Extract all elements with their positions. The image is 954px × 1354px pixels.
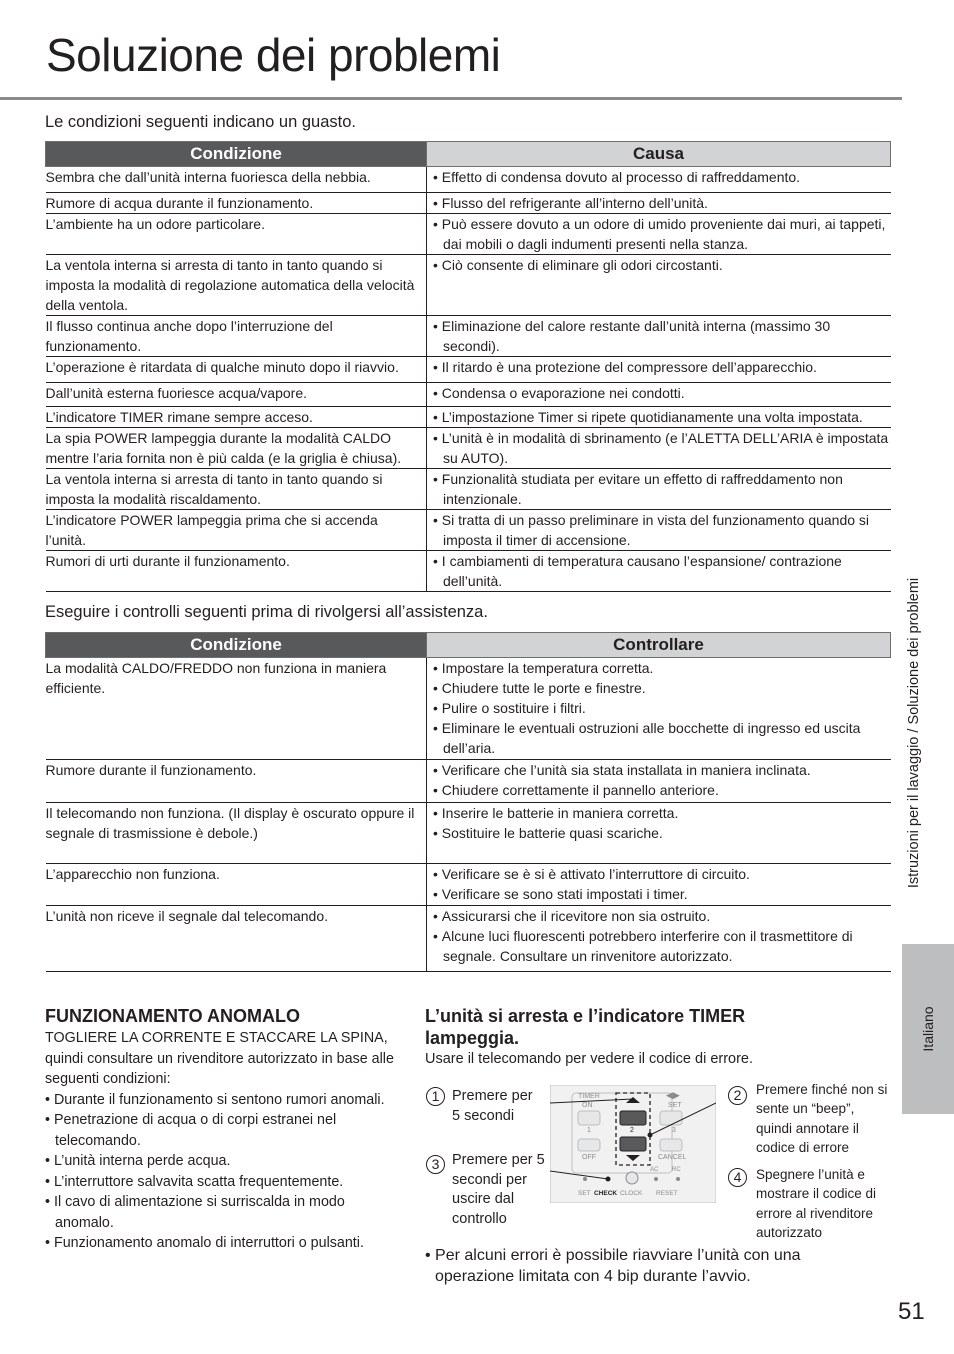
cause-item: • L’impostazione Timer si ripete quotidianamente una volta impostata. xyxy=(433,407,889,427)
abnormal-operation-section xyxy=(45,1004,405,1254)
cause-item: • Il ritardo è una protezione del compressore dell’apparecchio. xyxy=(433,357,889,377)
section2-intro: Eseguire i controlli seguenti prima di rivolgersi all’assistenza. xyxy=(45,603,488,621)
cause-item: • Si tratta di un passo preliminare in vista del funzionamento quando si imposta il timer di accensione. xyxy=(433,510,889,550)
cause-cell xyxy=(427,167,891,193)
remote-button-cancel xyxy=(660,1139,682,1151)
check-item: • Impostare la temperatura corretta. xyxy=(433,658,889,678)
language-tab-label: Italiano xyxy=(920,1006,936,1052)
abnormal-operation-heading: FUNZIONAMENTO ANOMALO xyxy=(45,1006,300,1026)
cause-cell xyxy=(427,510,891,551)
cause-cell xyxy=(427,407,891,428)
remote-timer-label: TIMER xyxy=(578,1093,600,1100)
cause-cell xyxy=(427,383,891,407)
remote-bottom-set-label: SET xyxy=(578,1190,591,1197)
condition-cell: L’apparecchio non funziona. xyxy=(46,864,427,906)
step-4-number: 4 xyxy=(728,1168,747,1187)
fault-table-header-condition: Condizione xyxy=(46,142,427,167)
cause-item: • Può essere dovuto a un odore di umido proveniente dai muri, ai tappeti, dai mobili o dagli indumenti presenti nella stanza. xyxy=(433,214,889,254)
table-row xyxy=(46,255,891,316)
table-row xyxy=(46,864,891,906)
remote-arrows-icon: ◀▶ xyxy=(666,1090,680,1100)
condition-cell: Il telecomando non funziona. (Il display è oscurato oppure il segnale di trasmissione è debole.) xyxy=(46,803,427,864)
cause-cell xyxy=(427,551,891,592)
step-2-text: Premere finché non si sente un “beep”, quindi annotare il codice di errore xyxy=(756,1082,888,1155)
table-row xyxy=(46,316,891,357)
check-table-body xyxy=(46,658,891,972)
step-1-text: Premere per 5 secondi xyxy=(452,1088,533,1124)
cause-item: • Funzionalità studiata per evitare un effetto di raffreddamento non intenzionale. xyxy=(433,469,889,509)
remote-rc-dot xyxy=(676,1177,680,1181)
cause-cell xyxy=(427,357,891,383)
page-title: Soluzione dei problemi xyxy=(46,29,501,81)
check-cell xyxy=(427,803,891,864)
condition-cell: La modalità CALDO/FREDDO non funziona in maniera efficiente. xyxy=(46,658,427,760)
check-item: • Sostituire le batterie quasi scariche. xyxy=(433,823,889,843)
page-number: 51 xyxy=(898,1298,925,1325)
fault-table xyxy=(45,141,891,592)
remote-control-illustration xyxy=(550,1085,716,1203)
condition-cell: Rumori di urti durante il funzionamento. xyxy=(46,551,427,592)
abnormal-operation-list xyxy=(45,1090,405,1254)
condition-cell: La ventola interna si arresta di tanto in tanto quando si imposta la modalità riscaldamento. xyxy=(46,469,427,510)
sidebar-section-label xyxy=(902,538,926,928)
table-row xyxy=(46,428,891,469)
list-item: • L’interruttore salvavita scatta frequentemente. xyxy=(45,1172,405,1193)
table-row xyxy=(46,551,891,592)
fault-table-header-cause: Causa xyxy=(427,142,891,167)
check-item: • Alcune luci fluorescenti potrebbero interferire con il trasmettitore di segnale. Consultare un rinvenitore autorizzato. xyxy=(433,926,889,966)
cause-item: • Ciò consente di eliminare gli odori circostanti. xyxy=(433,255,889,275)
check-item: • Eliminare le eventuali ostruzioni alle bocchette di ingresso ed uscita dell’aria. xyxy=(433,718,889,758)
remote-bottom-check-label: CHECK xyxy=(594,1190,618,1197)
list-item: • L’unità interna perde acqua. xyxy=(45,1151,405,1172)
language-tab xyxy=(902,944,954,1114)
table-row xyxy=(46,214,891,255)
list-item: • Il cavo di alimentazione si surriscalda in modo anomalo. xyxy=(45,1192,405,1233)
cause-cell xyxy=(427,316,891,357)
step-2-number: 2 xyxy=(728,1086,747,1105)
condition-cell: Il flusso continua anche dopo l’interruzione del funzionamento. xyxy=(46,316,427,357)
condition-cell: Rumore di acqua durante il funzionamento. xyxy=(46,193,427,214)
cause-item: • L’unità è in modalità di sbrinamento (e l’ALETTA DELL’ARIA è impostata su AUTO). xyxy=(433,428,889,468)
condition-cell: L’unità non riceve il segnale dal telecomando. xyxy=(46,906,427,972)
list-item: • Funzionamento anomalo di interruttori o pulsanti. xyxy=(45,1233,405,1254)
cause-cell xyxy=(427,193,891,214)
remote-button-off xyxy=(578,1139,600,1151)
condition-cell: Sembra che dall’unità interna fuoriesca della nebbia. xyxy=(46,167,427,193)
check-cell xyxy=(427,760,891,803)
table-row xyxy=(46,383,891,407)
check-table-header-condition: Condizione xyxy=(46,633,427,658)
table-row xyxy=(46,193,891,214)
remote-button-down xyxy=(620,1137,646,1151)
timer-section-heading: L’unità si arresta e l’indicatore TIMER lampeggia. xyxy=(425,1006,746,1048)
restart-note: • Per alcuni errori è possibile riavviare l’unità con una operazione limitata con 4 bip durante l’avvio. xyxy=(425,1245,875,1287)
check-table-header-check: Controllare xyxy=(427,633,891,658)
step-3-text: Premere per 5 secondi per uscire dal controllo xyxy=(452,1152,545,1227)
cause-cell xyxy=(427,214,891,255)
condition-cell: La spia POWER lampeggia durante la modalità CALDO mentre l’aria fornita non è più calda (e la griglia è chiusa). xyxy=(46,428,427,469)
remote-cancel-label: CANCEL xyxy=(658,1154,687,1161)
remote-on-label: ON xyxy=(582,1102,593,1109)
cause-item: • Flusso del refrigerante all’interno dell’unità. xyxy=(433,193,889,213)
condition-cell: Rumore durante il funzionamento. xyxy=(46,760,427,803)
condition-cell: L’ambiente ha un odore particolare. xyxy=(46,214,427,255)
abnormal-operation-intro: TOGLIERE LA CORRENTE E STACCARE LA SPINA, quindi consultare un rivenditore autorizzato in base alle seguenti condizioni: xyxy=(45,1030,394,1087)
condition-cell: La ventola interna si arresta di tanto in tanto quando si imposta la modalità di regolazione automatica della velocità della ventola. xyxy=(46,255,427,316)
cause-item: • I cambiamenti di temperatura causano l’espansione/ contrazione dell’unità. xyxy=(433,551,889,591)
table-row xyxy=(46,407,891,428)
check-item: • Verificare che l’unità sia stata installata in maniera inclinata. xyxy=(433,760,889,780)
table-row xyxy=(46,510,891,551)
check-item: • Verificare se è si è attivato l’interruttore di circuito. xyxy=(433,864,889,884)
check-table xyxy=(45,632,891,972)
table-row xyxy=(46,803,891,864)
check-item: • Inserire le batterie in maniera corretta. xyxy=(433,803,889,823)
remote-num-3: 3 xyxy=(672,1127,676,1134)
check-item: • Pulire o sostituire i filtri. xyxy=(433,698,889,718)
remote-num-2: 2 xyxy=(630,1127,634,1134)
table-row xyxy=(46,469,891,510)
step-3-number: 3 xyxy=(426,1155,445,1174)
remote-button-up xyxy=(620,1111,646,1125)
remote-num-1: 1 xyxy=(587,1127,591,1134)
check-item: • Chiudere tutte le porte e finestre. xyxy=(433,678,889,698)
cause-cell xyxy=(427,255,891,316)
remote-bottom-clock-label: CLOCK xyxy=(620,1190,643,1197)
condition-cell: L’indicatore TIMER rimane sempre acceso. xyxy=(46,407,427,428)
timer-section xyxy=(425,1005,895,1067)
remote-button-on xyxy=(578,1111,600,1125)
remote-clock-button xyxy=(626,1172,638,1184)
remote-set-dot xyxy=(583,1177,587,1181)
cause-item: • Effetto di condensa dovuto al processo di raffreddamento. xyxy=(433,167,889,187)
table-row xyxy=(46,658,891,760)
remote-button-set xyxy=(660,1111,682,1125)
remote-rc-label: RC xyxy=(672,1167,681,1173)
fault-table-body xyxy=(46,167,891,592)
table-row xyxy=(46,760,891,803)
condition-cell: Dall’unità esterna fuoriesce acqua/vapore. xyxy=(46,383,427,407)
remote-bottom-reset-label: RESET xyxy=(656,1190,678,1197)
check-cell xyxy=(427,864,891,906)
list-item: • Penetrazione di acqua o di corpi estranei nel telecomando. xyxy=(45,1110,405,1151)
remote-off-label: OFF xyxy=(582,1154,596,1161)
cause-cell xyxy=(427,428,891,469)
check-cell xyxy=(427,906,891,972)
remote-ac-label: AC xyxy=(650,1167,659,1173)
table-row xyxy=(46,906,891,972)
timer-section-subtitle: Usare il telecomando per vedere il codice di errore. xyxy=(425,1051,754,1067)
check-item: • Verificare se sono stati impostati i timer. xyxy=(433,884,889,904)
step-1-number: 1 xyxy=(426,1087,445,1106)
list-item: • Durante il funzionamento si sentono rumori anomali. xyxy=(45,1090,405,1111)
cause-item: • Eliminazione del calore restante dall’unità interna (massimo 30 secondi). xyxy=(433,316,889,356)
remote-set-label: SET xyxy=(668,1102,682,1109)
sidebar-section-text: Istruzioni per il lavaggio / Soluzione dei problemi xyxy=(906,577,922,889)
cause-item: • Condensa o evaporazione nei condotti. xyxy=(433,383,889,403)
check-item: • Chiudere correttamente il pannello anteriore. xyxy=(433,780,889,800)
title-divider xyxy=(0,97,902,100)
cause-cell xyxy=(427,469,891,510)
section1-intro: Le condizioni seguenti indicano un guasto. xyxy=(45,113,356,131)
remote-ac-dot xyxy=(654,1177,658,1181)
condition-cell: L’operazione è ritardata di qualche minuto dopo il riavvio. xyxy=(46,357,427,383)
table-row xyxy=(46,167,891,193)
check-item: • Assicurarsi che il ricevitore non sia ostruito. xyxy=(433,906,889,926)
table-row xyxy=(46,357,891,383)
condition-cell: L’indicatore POWER lampeggia prima che si accenda l’unità. xyxy=(46,510,427,551)
step-4-text: Spegnere l’unità e mostrare il codice di errore al rivenditore autorizzato xyxy=(756,1167,877,1240)
check-cell xyxy=(427,658,891,760)
